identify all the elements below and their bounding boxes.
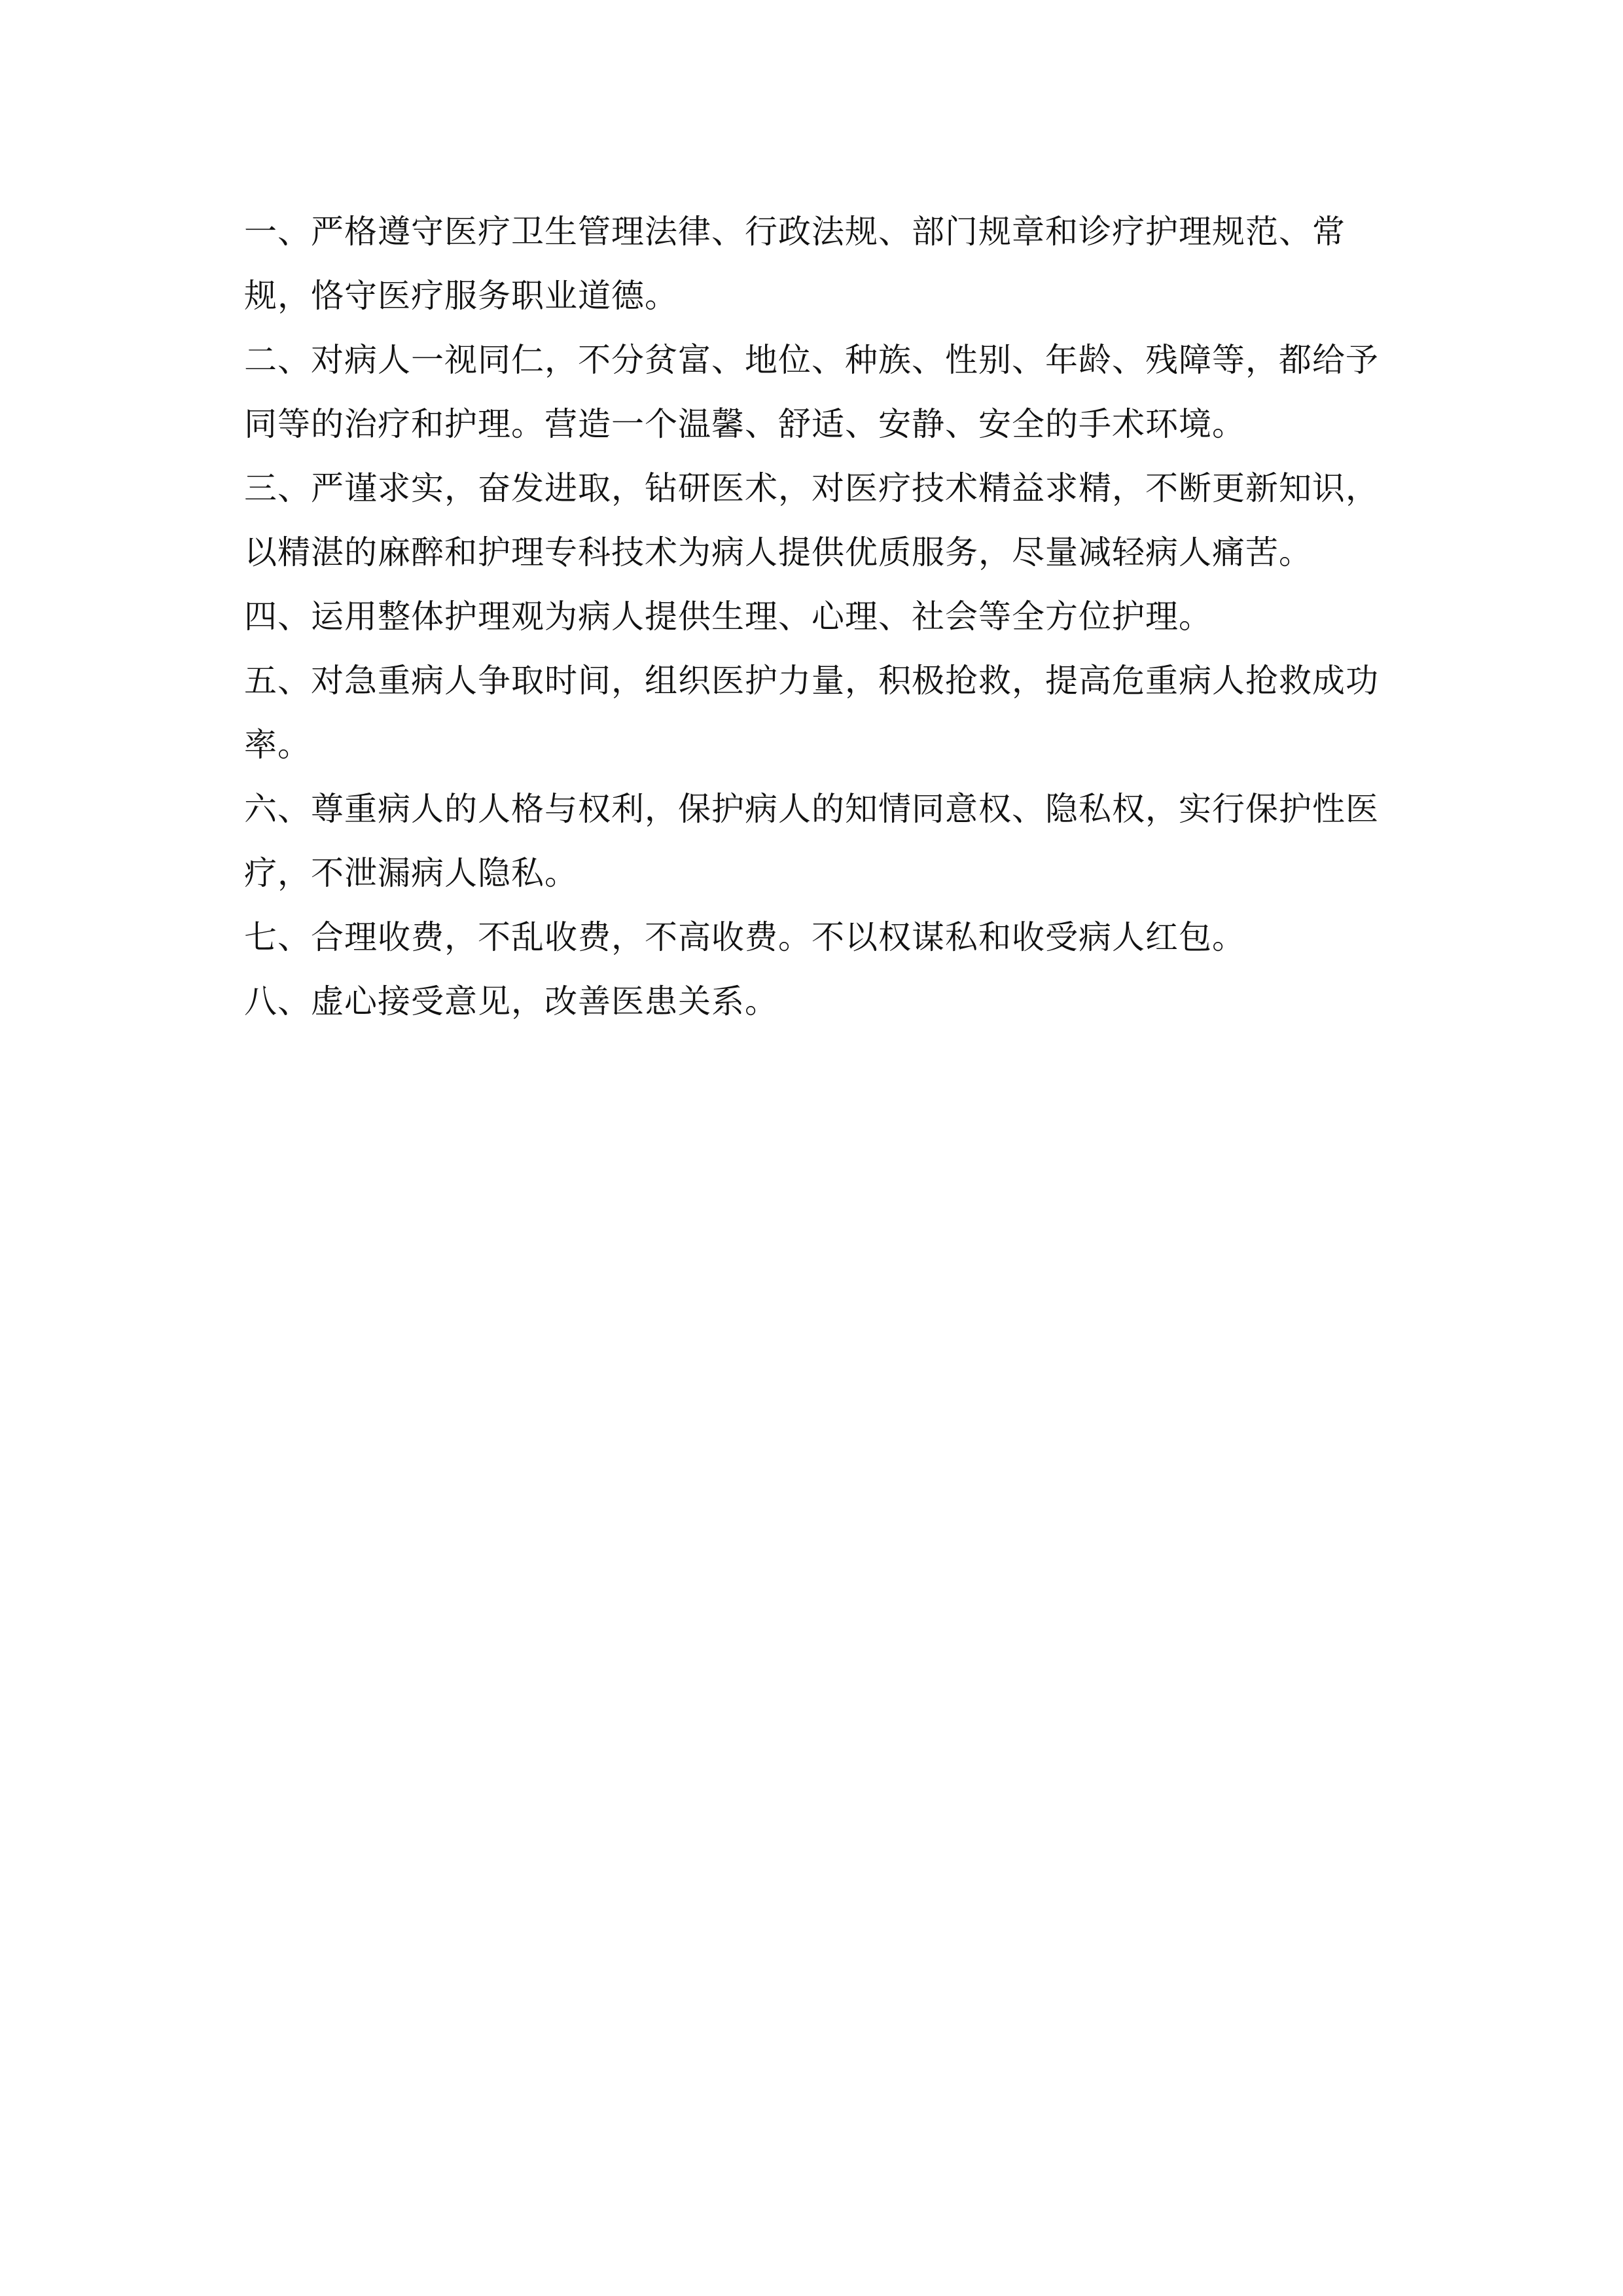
list-item-4: 四、运用整体护理观为病人提供生理、心理、社会等全方位护理。 (244, 598, 1212, 636)
list-item-7: 七、合理收费，不乱收费，不高收费。不以权谋私和收受病人红包。 (244, 918, 1245, 956)
list-item-5: 五、对急重病人争取时间，组织医护力量，积极抢救，提高危重病人抢救成功率。 (244, 662, 1379, 764)
document-body (244, 200, 1402, 1033)
list-item-2: 二、对病人一视同仁，不分贫富、地位、种族、性别、年龄、残障等，都给予同等的治疗和护理。营造一个温馨、舒适、安静、安全的手术环境。 (244, 341, 1379, 443)
list-item-8: 八、虚心接受意见，改善医患关系。 (244, 982, 778, 1020)
list-item-6: 六、尊重病人的人格与权利，保护病人的知情同意权、隐私权，实行保护性医疗，不泄漏病人隐私。 (244, 790, 1379, 892)
list-item-3: 三、严谨求实，奋发进取，钻研医术，对医疗技术精益求精，不断更新知识，以精湛的麻醉和护理专科技术为病人提供优质服务，尽量减轻病人痛苦。 (244, 469, 1379, 571)
list-item-1: 一、严格遵守医疗卫生管理法律、行政法规、部门规章和诊疗护理规范、常规，恪守医疗服务职业道德。 (244, 213, 1346, 315)
